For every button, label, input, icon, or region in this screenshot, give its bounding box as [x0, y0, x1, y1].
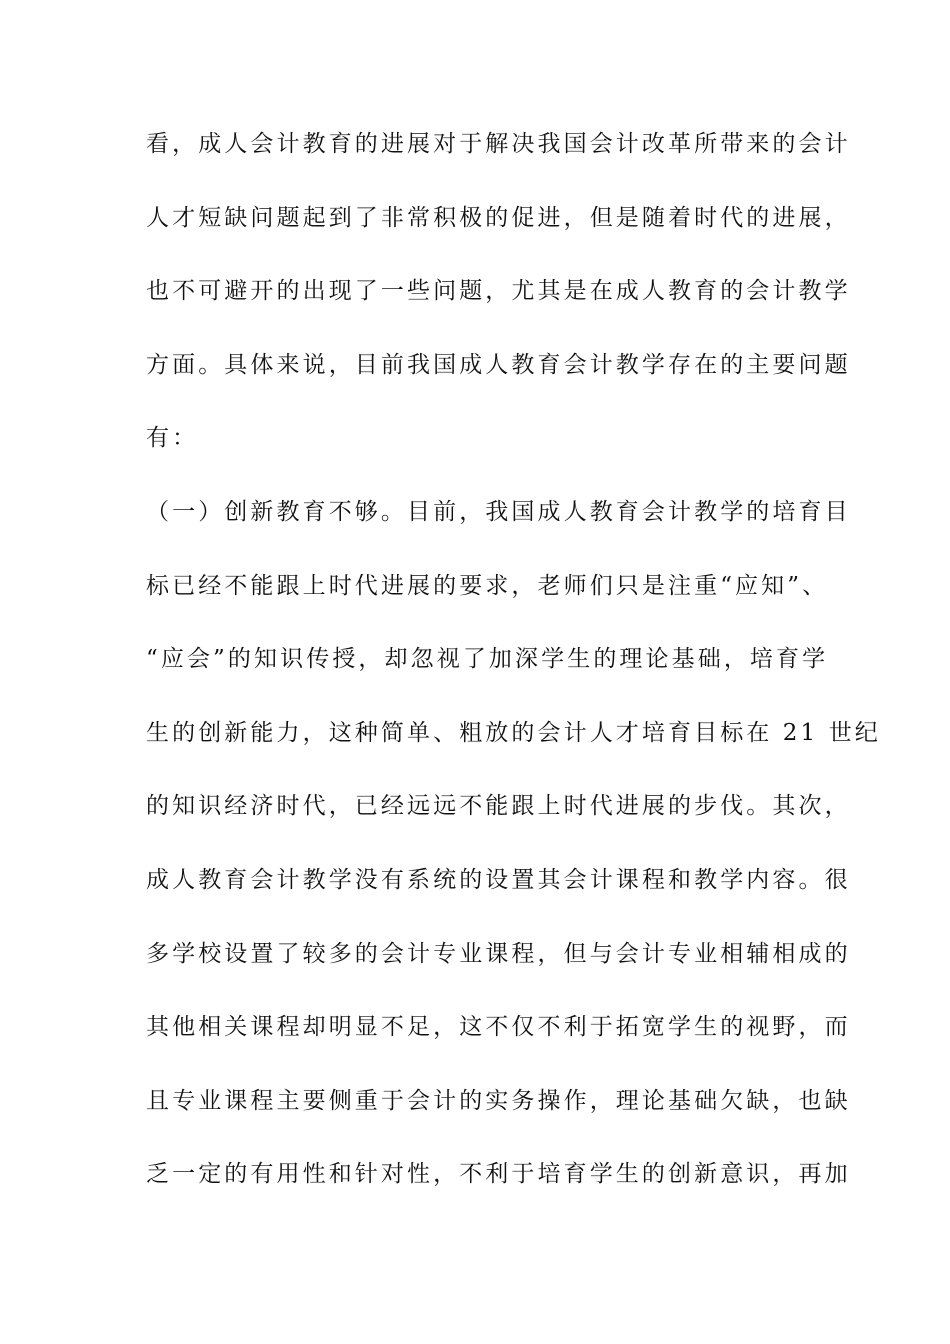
text-line-5: 有：: [146, 425, 199, 452]
text-line-12: 多学校设置了较多的会计专业课程，但与会计专业相辅相成的: [146, 940, 851, 967]
text-line-10: 的知识经济时代，已经远远不能跟上时代进展的步伐。其次，: [146, 793, 851, 820]
text-line-7: 标已经不能跟上时代进展的要求，老师们只是注重“应知”、: [146, 572, 829, 599]
body-text: [146, 131, 881, 1237]
text-line-3: 也不可避开的出现了一些问题，尤其是在成人教育的会计教学: [146, 278, 851, 305]
text-line-11: 成人教育会计教学没有系统的设置其会计课程和教学内容。很: [146, 866, 851, 893]
text-line-4: 方面。具体来说，目前我国成人教育会计教学存在的主要问题: [146, 351, 851, 378]
text-line-1: 看，成人会计教育的进展对于解决我国会计改革所带来的会计: [146, 131, 851, 157]
text-line-9: 生的创新能力，这种简单、粗放的会计人才培育目标在 21 世纪: [146, 719, 881, 746]
text-line-8: “应会”的知识传授，却忽视了加深学生的理论基础，培育学: [146, 646, 829, 673]
text-line-2: 人才短缺问题起到了非常积极的促进，但是随着时代的进展，: [146, 204, 851, 231]
text-line-13: 其他相关课程却明显不足，这不仅不利于拓宽学生的视野，而: [146, 1014, 851, 1041]
text-line-6: （一）创新教育不够。目前，我国成人教育会计教学的培育目: [146, 498, 851, 525]
text-line-14: 且专业课程主要侧重于会计的实务操作，理论基础欠缺，也缺: [146, 1087, 851, 1114]
text-line-15: 乏一定的有用性和针对性，不利于培育学生的创新意识，再加: [146, 1161, 851, 1188]
